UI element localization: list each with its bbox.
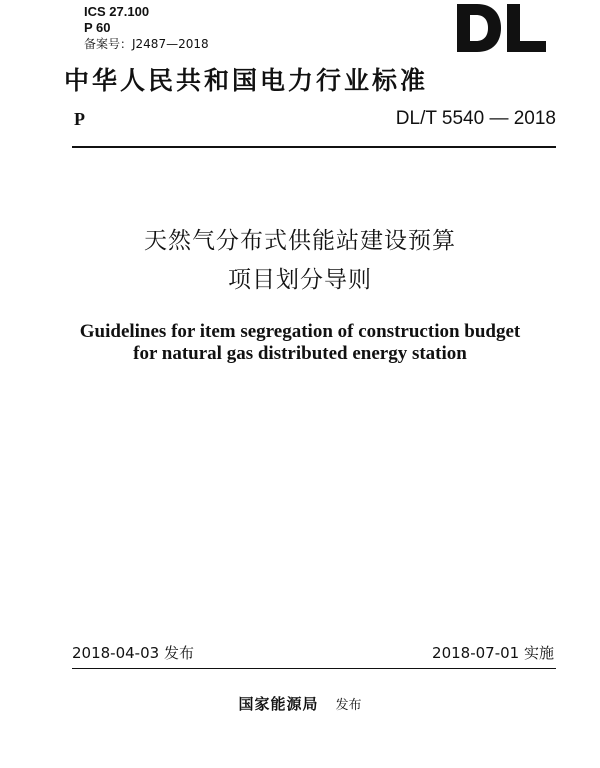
- classification-code: P 60: [84, 20, 111, 35]
- header-divider: [72, 146, 556, 148]
- publisher: [0, 693, 600, 717]
- publisher-action: 发布: [335, 698, 362, 713]
- title-english-line-1: Guidelines for item segregation of construction budget: [79, 321, 521, 342]
- standard-number: DL/T 5540 — 2018: [395, 108, 556, 129]
- issuing-body-title: 中华人民共和国电力行业标准: [64, 66, 429, 95]
- record-number: 备案号：J2487—2018: [84, 37, 209, 51]
- title-chinese-line-1: 天然气分布式供能站建设预算: [144, 228, 456, 254]
- issue-date: 2018-04-03 发布: [72, 644, 194, 662]
- effective-date: 2018-07-01 实施: [432, 644, 554, 662]
- footer-divider: [72, 668, 556, 669]
- publisher-name: 国家能源局: [238, 695, 319, 713]
- classification-letter: P: [74, 109, 85, 129]
- ics-code: ICS 27.100: [84, 4, 150, 19]
- dl-logo: [455, 2, 547, 54]
- title-chinese-line-2: 项目划分导则: [228, 267, 372, 293]
- title-english-line-2: for natural gas distributed energy station: [133, 343, 467, 364]
